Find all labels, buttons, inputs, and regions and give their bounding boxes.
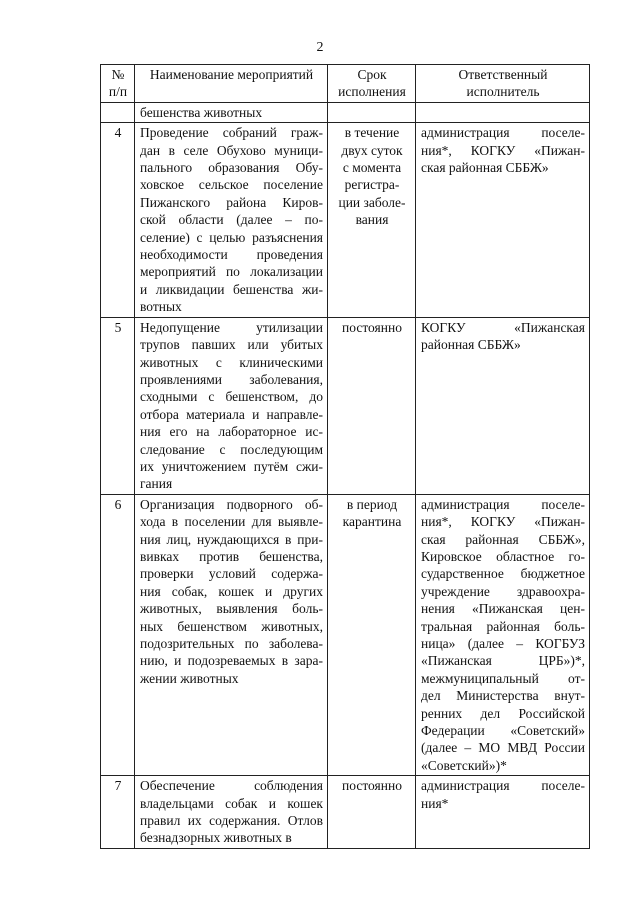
responsible-line: ница» (далее – КОГБУЗ (421, 636, 585, 651)
name-line: следование с последующим (140, 441, 323, 457)
responsible-line: учреждение здравоохра- (421, 583, 585, 599)
name-line: Проведение собраний граж- (140, 125, 323, 141)
header-num-line: п/п (108, 84, 128, 100)
header-name (135, 65, 328, 103)
header-deadline-line: Срок (357, 67, 387, 82)
cell-responsible (416, 102, 590, 122)
name-line: животных, выявления боль- (140, 601, 323, 617)
responsible-line: «Советский»)* (421, 757, 507, 773)
header-responsible-line: Ответственный (458, 67, 548, 82)
name-line: животных с клиническими (140, 354, 323, 370)
responsible-line: районная СББЖ» (421, 337, 521, 353)
responsible-line: КОГКУ «Пижанская (421, 319, 585, 335)
name-line: Недопущение утилизации (140, 319, 323, 335)
table-row (101, 102, 590, 122)
cell-responsible (416, 776, 590, 849)
deadline-line: вания (355, 212, 389, 228)
name-line: жении животных (140, 670, 239, 686)
responsible-line: ренних дел Российской (421, 705, 585, 721)
name-line: ния лиц, нуждающихся в при- (140, 531, 323, 547)
name-line: проявлениями заболевания, (140, 371, 323, 387)
header-responsible-line: исполнитель (466, 84, 540, 100)
responsible-line: ская районная СББЖ» (421, 160, 549, 176)
name-line: и ликвидации бешенства жи- (140, 281, 323, 297)
cell-responsible (416, 317, 590, 494)
name-line: отбора материала и направле- (140, 406, 323, 422)
name-line: гания (140, 476, 173, 492)
responsible-line: дел Министерства внут- (421, 688, 585, 704)
responsible-line: межмуниципальный от- (421, 670, 585, 686)
name-line: владельцами собак и кошек (140, 795, 323, 811)
name-line: ховское сельское поселение (140, 177, 323, 193)
header-num-line: № (111, 67, 125, 82)
name-line: их уничтожением путём сжи- (140, 458, 323, 474)
responsible-line: ская районная СББЖ», (421, 531, 585, 547)
table-row (101, 123, 590, 317)
cell-name (135, 123, 328, 317)
cell-name (135, 494, 328, 776)
name-line: проверки условий содержа- (140, 566, 323, 582)
name-line: сходными с бешенством, до (140, 389, 323, 405)
header-num (101, 65, 135, 103)
name-line: трупов павших или убитых (140, 337, 323, 353)
name-line: правил их содержания. Отлов (140, 813, 323, 829)
name-line: Обеспечение соблюдения (140, 778, 323, 794)
cell-num: 4 (101, 123, 135, 317)
responsible-line: (далее – МО МВД России (421, 740, 585, 756)
responsible-line: нения «Пижанская цен- (421, 601, 585, 617)
deadline-line: в течение (344, 125, 400, 141)
header-deadline-line: исполнения (338, 84, 406, 100)
responsible-line: ния* (421, 795, 449, 811)
responsible-line: ния*, КОГКУ «Пижан- (421, 142, 585, 158)
header-responsible (416, 65, 590, 103)
name-line: дан в селе Обухово муници- (140, 142, 323, 158)
name-line: необходимости проведения (140, 247, 323, 263)
cell-responsible (416, 123, 590, 317)
cell-name (135, 102, 328, 122)
name-line: нию, и подозреваемых в зара- (140, 653, 323, 669)
cell-num: 7 (101, 776, 135, 849)
deadline-line: ции заболе- (338, 194, 406, 210)
cell-responsible (416, 494, 590, 776)
responsible-line: Федерации «Советский» (421, 723, 585, 739)
responsible-line: тральная районная боль- (421, 618, 585, 634)
deadline-line: постоянно (342, 778, 402, 794)
table-row (101, 317, 590, 494)
cell-num (101, 102, 135, 122)
table-body (101, 102, 590, 848)
table-header-row (101, 65, 590, 103)
name-line: мероприятий по локализации (140, 264, 323, 280)
name-line: хода в поселении для выявле- (140, 514, 323, 530)
name-line: ния собак, кошек и других (140, 583, 323, 599)
deadline-line: в период (346, 496, 398, 512)
deadline-line: с момента (342, 160, 402, 176)
deadline-line: двух суток (341, 142, 403, 158)
cell-deadline (328, 494, 416, 776)
header-deadline (328, 65, 416, 103)
responsible-line: «Пижанская ЦРБ»)*, (421, 653, 585, 669)
responsible-line: администрация поселе- (421, 778, 585, 794)
name-line: селение) с целью разъяснения (140, 229, 323, 245)
name-line: подозрительных по заболева- (140, 636, 323, 651)
name-line: вотных (140, 299, 182, 315)
responsible-line: ния*, КОГКУ «Пижан- (421, 514, 585, 530)
cell-name (135, 776, 328, 849)
header-name-line: Наименование мероприятий (149, 67, 314, 82)
cell-num: 6 (101, 494, 135, 776)
cell-name (135, 317, 328, 494)
name-line: пального образования Обу- (140, 160, 323, 176)
table-row (101, 494, 590, 776)
name-line: Пижанского района Киров- (140, 194, 323, 210)
cell-deadline (328, 317, 416, 494)
table-row (101, 776, 590, 849)
responsible-line: администрация поселе- (421, 496, 585, 512)
deadline-line: карантина (342, 514, 402, 530)
name-line: бешенства животных (140, 104, 263, 120)
name-line: Организация подворного об- (140, 496, 323, 512)
cell-deadline (328, 776, 416, 849)
name-line: ных бешенством животных, (140, 618, 323, 634)
page-number: 2 (316, 40, 324, 55)
responsible-line: сударственное бюджетное (421, 566, 585, 582)
deadline-line: постоянно (342, 319, 402, 335)
name-line: вивках против бешенства, (140, 548, 323, 564)
deadline-line: регистра- (344, 177, 400, 193)
name-line: ния его на лабораторное ис- (140, 424, 323, 440)
responsible-line: администрация поселе- (421, 125, 585, 141)
cell-num: 5 (101, 317, 135, 494)
name-line: ской области (далее – по- (140, 212, 323, 228)
name-line: безнадзорных животных в (140, 830, 292, 846)
measures-table (100, 64, 590, 849)
cell-deadline (328, 123, 416, 317)
responsible-line: Кировское областное го- (421, 548, 585, 564)
cell-deadline (328, 102, 416, 122)
